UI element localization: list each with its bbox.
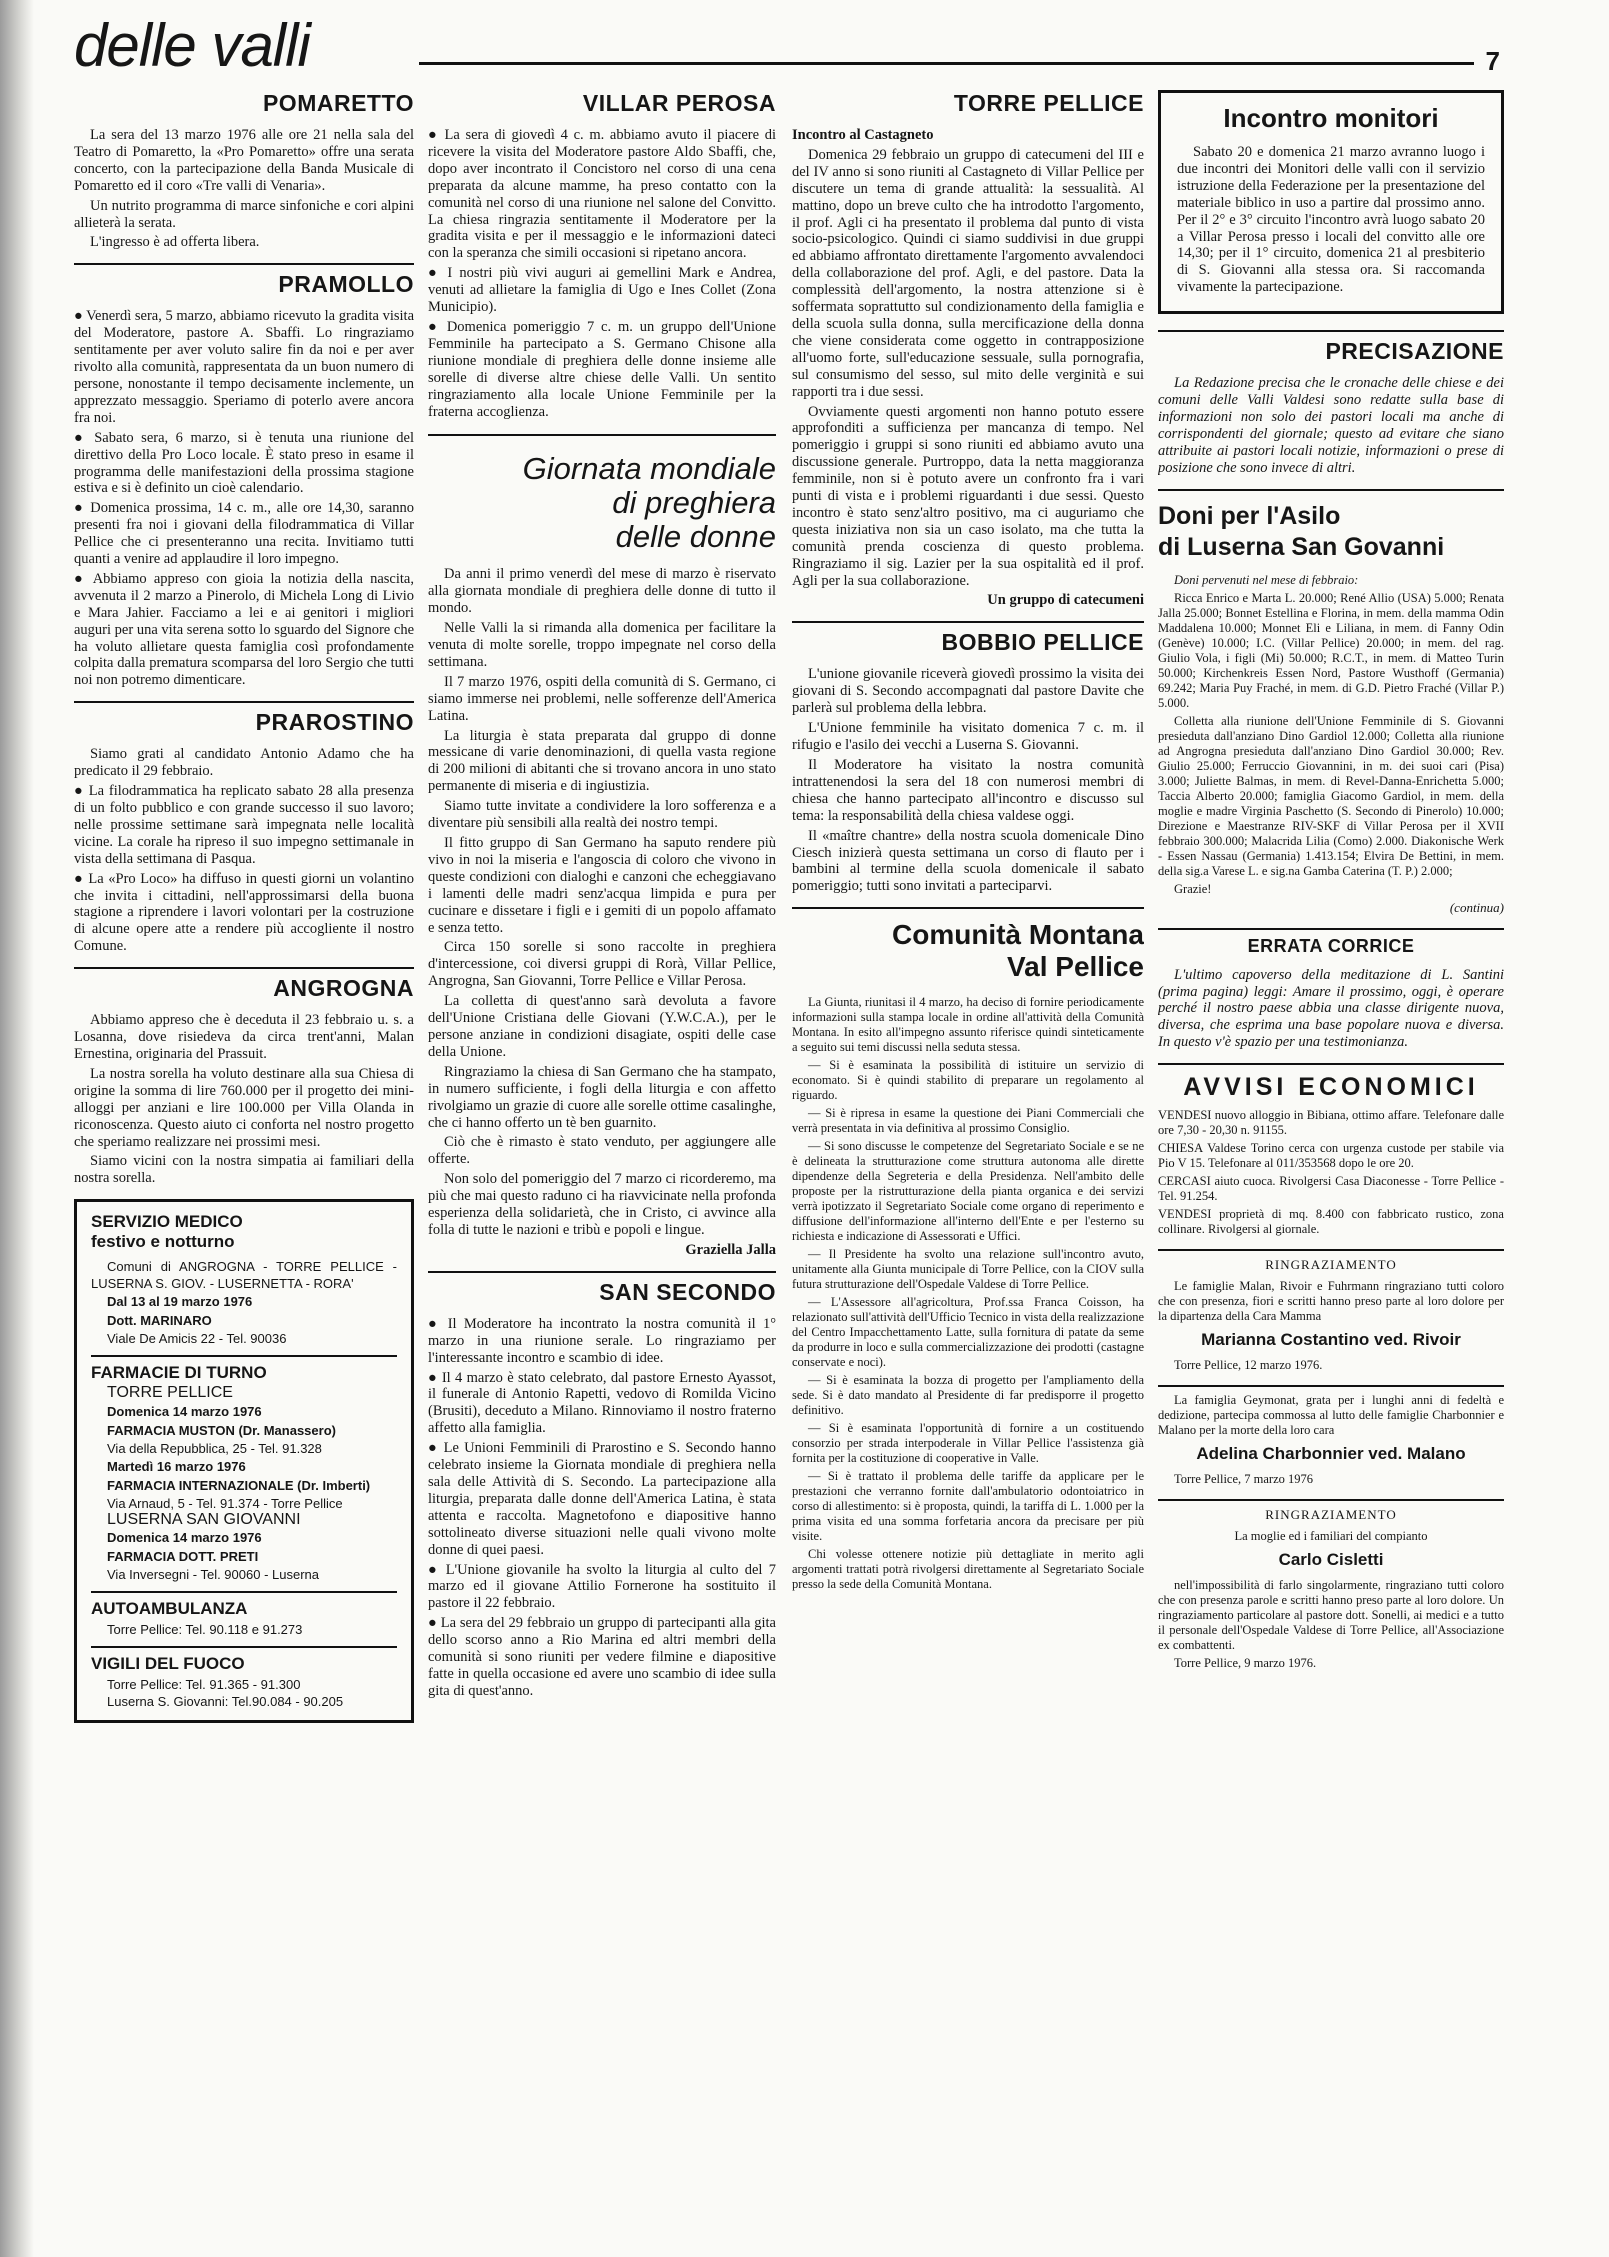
heading-ringraziamento: RINGRAZIAMENTO	[1158, 1499, 1504, 1523]
heading-san-secondo: SAN SECONDO	[428, 1271, 776, 1306]
pharmacy-name: FARMACIA INTERNAZIONALE (Dr. Imberti)	[107, 1477, 371, 1493]
paragraph: — Si sono discusse le competenze del Segretariato Sociale e se ne è delineata la strutturazione come struttura autonoma alle dirette dipendenze della Segreteria e della Presidenza. Nell'ambito delle proposte per la ristrutturazione della pianta organica e dei servizi verrà ipotizzato il Segretariato Sociale come organo di reperimento e diffusione dell'informazione all'interno dell'Ente e per l'esterno su richiesta e indicazione di Assessorati e Uffici.	[792, 1139, 1144, 1244]
continued-label: (continua)	[1449, 899, 1504, 915]
classified-ad: CERCASI aiuto cuoca. Rivolgersi Casa Diaconesse - Torre Pellice - Tel. 91.254.	[1158, 1174, 1504, 1204]
headline-line: Val Pellice	[1007, 951, 1144, 983]
firefighters-title: VIGILI DEL FUOCO	[91, 1654, 245, 1674]
article-san-secondo	[428, 1271, 776, 1700]
heading-villar-perosa: VILLAR PEROSA	[582, 90, 776, 116]
paragraph: ● La «Pro Loco» ha diffuso in questi giorni un volantino che invita i cittadini, nell'approssimarsi della buona stagione a riprendere i lavori volontari per la costruzione di alcune opere atte a rendere più accogliente il nostro Comune.	[74, 870, 414, 955]
paragraph: Colletta alla riunione dell'Unione Femminile di S. Giovanni presieduta dall'anziano Dino Gardiol 12.000; Colletta alla riunione ad Angrogna presieduta dall'anziano Dino Gardiol 30.000; Rev. Giulio 25.000; Ferruccio Giovannini, in m. dei suoi cari (Pisa) 3.000; Juliette Balmas, in mem. di Revel-Danna-Enrichetta 5.000; Taccia Alberto 20.000; famiglia Giacomo Gardiol, in mem. della moglie e madre Virginia Paschetto (S. Secondo di Pinerolo) 10.000; Direzione e Maestranze RIV-SKF di Villar Perosa per il XVII febbraio 300.000; Malacrida Lilia (Como) 2.000. Diakonische Werk - Essen Nassau (Germania) 1.413.154; Elvira De Bettini, in mem. della sig.a Varese L. e sig.na Gamba Caterina (T. P.) 2.000;	[1158, 713, 1504, 878]
paragraph: L'unione giovanile riceverà giovedì prossimo la visita dei giovani di S. Secondo accompagnati dal pastore Davite che parlerà sul problema della lebbra.	[792, 666, 1144, 717]
town-name: LUSERNA SAN GIOVANNI	[107, 1510, 301, 1528]
masthead	[74, 14, 1514, 84]
paragraph: nell'impossibilità di farlo singolarmente, ringraziano tutti coloro che con presenza parole e scritti hanno preso parte al loro dolore. Un ringraziamento particolare al pastore dott. Sonelli, ai medici e a tutto il personale dell'Ospedale Valdese di Torre Pellice, all'Associazione ex combattenti.	[1158, 1578, 1504, 1653]
article-bobbio-pellice	[792, 621, 1144, 895]
paragraph: Il fitto gruppo di San Germano ha saputo rendere più vivo in noi la miseria e l'angoscia di coloro che vivono in queste condizioni con dialoghi e canzoni che echeggiavano i lamenti delle madri senz'acqua limpida e pura per cucinare e dissetare i figli e i gemiti di un popolo affamato e senza tetto.	[428, 835, 776, 936]
place-date: Torre Pellice, 12 marzo 1976.	[1174, 1358, 1323, 1373]
date-range: Dal 13 al 19 marzo 1976	[107, 1294, 253, 1310]
heading-ringraziamento: RINGRAZIAMENTO	[1158, 1249, 1504, 1273]
paragraph: Abbiamo appreso che è deceduta il 23 febbraio u. s. a Losanna, dove risiedeva da circa trent'anni, Malan Ernestina, originaria del Prassuit.	[74, 1012, 414, 1062]
date: Martedì 16 marzo 1976	[107, 1458, 246, 1474]
paragraph: Siamo tutte invitate a condividere la loro sofferenza e a diventare più sensibili alla realtà dei nostro tempi.	[428, 798, 776, 832]
paragraph: Da anni il primo venerdì del mese di marzo è riservato alla giornata mondiale di preghiera delle donne di tutto il mondo.	[428, 566, 776, 617]
paragraph: Nelle Valli la si rimanda alla domenica per facilitare la venuta di molte sorelle, troppo impegnate nel corso della settimana.	[428, 620, 776, 670]
paragraph: ● La sera del 29 febbraio un gruppo di partecipanti alla gita dello scorso anno a Rio Marina ed altri membri della comunità si sono riuniti per vedere filmine e diapositive fatte in quella occasione ed avere uno scambio di idee sulla gita di quest'anno.	[428, 1615, 776, 1699]
paragraph: La Giunta, riunitasi il 4 marzo, ha deciso di fornire periodicamente informazioni sulla stampa locale in ordine all'attività della Comunità Montana. In esito all'impegno assunto riferisce quindi sinteticamente a seguito sui temi discussi nella seduta stessa.	[792, 995, 1144, 1055]
paragraph: — Il Presidente ha svolto una relazione sull'incontro avuto, unitamente alla Giunta municipale di Torre Pellice, con la CIOV sulla futura strutturazione dell'Ospedale Valdese di Torre Pellice.	[792, 1247, 1144, 1292]
farmacie-title: FARMACIE DI TURNO	[91, 1363, 267, 1383]
headline-line: di Luserna San Govanni	[1158, 532, 1445, 561]
ringraziamento-3	[1158, 1499, 1504, 1671]
article-giornata-mondiale	[428, 434, 776, 1258]
column-1	[74, 90, 414, 2240]
heading-bobbio-pellice: BOBBIO PELLICE	[792, 621, 1144, 656]
doctor-address: Viale De Amicis 22 - Tel. 90036	[107, 1331, 287, 1347]
heading-angrogna: ANGROGNA	[74, 967, 414, 1002]
column-2	[428, 90, 776, 2240]
heading-avvisi: AVVISI ECONOMICI	[1158, 1063, 1504, 1102]
paragraph: ● I nostri più vivi auguri ai gemellini Mark e Andrea, venuti ad allietare la famiglia di Ugo e Ines Collet (Zona Municipio).	[428, 265, 776, 316]
divider	[1158, 1385, 1504, 1387]
paragraph: — Si è esaminata l'opportunità di fornire a un costituendo consorzio per strada interpoderale in Villar Pellice l'assistenza già fornita per la costituzione di cooperative in Valle.	[792, 1421, 1144, 1466]
pharmacy-name: FARMACIA DOTT. PRETI	[107, 1549, 259, 1565]
place-date: Torre Pellice, 9 marzo 1976.	[1174, 1656, 1317, 1671]
paragraph: Non solo del pomeriggio del 7 marzo ci ricorderemo, ma più che mai questo raduno ci ha riavvicinate nella profonda esperienza della solidarietà, che in Cristo, ci avvince alla folla di tutte le nazioni e tribù e popoli e lingue.	[428, 1171, 776, 1238]
article-pramollo	[74, 263, 414, 689]
article-pomaretto	[74, 90, 414, 251]
heading-prarostino: PRAROSTINO	[74, 701, 414, 736]
comuni-list: Comuni di ANGROGNA - TORRE PELLICE - LUSERNA S. GIOV. - LUSERNETTA - RORA'	[91, 1259, 397, 1292]
paragraph: La Redazione precisa che le cronache delle chiese e dei comuni delle Valli Valdesi sono redatte sulla base di informazioni non solo dei pastori locali ma anche di corrispondenti del giornale; questo ad evitare che siano attribuite ai pastori locali notizie, informazioni o prese di posizione che sono invece di altri.	[1158, 375, 1504, 476]
paragraph: Grazie!	[1174, 881, 1212, 896]
heading-errata: ERRATA CORRICE	[1158, 928, 1504, 957]
incontro-monitori-box	[1158, 90, 1504, 314]
paragraph: Circa 150 sorelle si sono raccolte in preghiera d'intercessione, coi diversi gruppi di Rorà, Villar Pellice, Angrogna, San Giovanni, Torre Pellice e Villar Perosa.	[428, 939, 776, 990]
headline-comunita	[792, 907, 1144, 983]
classified-ad: VENDESI nuovo alloggio in Bibiana, ottimo affare. Telefonare dalle ore 7,30 - 20,30 n. 91155.	[1158, 1108, 1504, 1138]
paragraph: ● Il 4 marzo è stato celebrato, dal pastore Ernesto Ayassot, il funerale di Antonio Rapetti, vedovo di Romilda Vicino (Brusiti), deceduto a Milano. Rinnoviamo il nostro fraterno affetto alla famiglia.	[428, 1369, 776, 1437]
classified-ad: VENDESI proprietà di mq. 8.400 con fabbricato rustico, zona collinare. Rivolgersi al giornale.	[1158, 1207, 1504, 1237]
paragraph: La moglie ed i familiari del compianto	[1234, 1529, 1428, 1544]
ringraziamento-2	[1158, 1385, 1504, 1487]
article-errata-corrige	[1158, 928, 1504, 1052]
heading-precisazione: PRECISAZIONE	[1158, 330, 1504, 365]
paragraph: Le famiglie Malan, Rivoir e Fuhrmann ringraziano tutti coloro che con presenza, fiori e scritti hanno preso parte al loro dolore per la dipartenza della Cara Mamma	[1158, 1279, 1504, 1324]
paragraph: — Si è esaminata la possibilità di istituire un servizio di economato. Si è quindi stabilito di preparare un regolamento al riguardo.	[792, 1058, 1144, 1103]
box-title: SERVIZIO MEDICO	[91, 1212, 243, 1232]
paragraph: Ovviamente questi argomenti non hanno potuto essere approfonditi a sufficienza per mancanza di tempo. Nel pomeriggio i gruppi si sono riuniti ed abbiamo avuto una discussione generale. Purtroppo, data la netta maggioranza femminile, non si è potuto avere un confronto fra i vari punti di vista e i problemi riguardanti i due sessi. Questo incontro è stato senz'altro positivo, ma ci auguriamo che questa iniziativa non sia un caso isolato, ma che tutta la comunità prenda coscienza di questo problema. Ringraziamo il sig. Lazier per la sua ospitalità ed il prof. Agli per la sua collaborazione.	[792, 403, 1144, 589]
paragraph: ● Venerdì sera, 5 marzo, abbiamo ricevuto la gradita visita del Moderatore, pastore A. Sbaffi. Lo ringraziamo sentitamente per aver voluto salire fin da noi e per aver rivolto alla comunità, rappresentata da un buon numero di persone, nonostante il tempo decisamente inclemente, un apprezzato messaggio. Speriamo di poterlo avere ancora fra noi.	[74, 308, 414, 426]
article-doni-asilo	[1158, 489, 1504, 916]
signature: Un gruppo di catecumeni	[987, 592, 1144, 609]
pharmacy-address: Via Inversegni - Tel. 90060 - Luserna	[107, 1567, 319, 1583]
page-number: 7	[1485, 46, 1500, 76]
paragraph: La famiglia Geymonat, grata per i lunghi anni di fedeltà e dedizione, partecipa commossa al lutto delle famiglie Charbonnier e Malano per la morte della loro cara	[1158, 1393, 1504, 1438]
paragraph: La liturgia è stata preparata dal gruppo di donne messicane di varie denominazioni, di quella vasta regione di 200 milioni di abitanti che si trovano ancora in uno stato permanente di miseria e di ingiustizia.	[428, 727, 776, 795]
deceased-name: Adelina Charbonnier ved. Malano	[1196, 1444, 1466, 1464]
paragraph: ● Abbiamo appreso con gioia la notizia della nascita, avvenuta il 2 marzo a Pinerolo, di Michela Long di Livio e Mara Jahier. Facciamo a lei e ai genitori i migliori auguri per una vita serena sotto lo sguardo del Signore che ha voluto allietare questa famiglia così profondamente colpita dalla prematura scomparsa del loro Sergio che tutti noi non potremo dimenticare.	[74, 570, 414, 689]
section-title: delle valli	[74, 12, 310, 79]
headline-doni	[1158, 489, 1504, 563]
paragraph: Ciò che è rimasto è stato venduto, per aggiungere alle offerte.	[428, 1134, 776, 1168]
town-name: TORRE PELLICE	[107, 1384, 233, 1402]
heading-pomaretto: POMARETTO	[262, 90, 414, 116]
column-4	[1158, 90, 1504, 2240]
article-prarostino	[74, 701, 414, 955]
servizio-medico-box	[74, 1199, 414, 1723]
article-torre-pellice	[792, 90, 1144, 609]
paragraph: — Si è ripresa in esame la questione dei Piani Commerciali che verrà presentata in via definitiva al prossimo Consiglio.	[792, 1106, 1144, 1136]
paragraph: La nostra sorella ha voluto destinare alla sua Chiesa di origine la somma di lire 760.000 per il progetto dei mini-alloggi per anziani e lire 100.000 per Villa Olanda in riconoscenza. Questo aiuto ci conforta nel nostro progetto che speriamo realizzare nei prossimi mesi.	[74, 1065, 414, 1150]
firefighters-phone: Torre Pellice: Tel. 91.365 - 91.300	[107, 1677, 301, 1693]
divider	[91, 1646, 397, 1648]
paragraph: La sera del 13 marzo 1976 alle ore 21 nella sala del Teatro di Pomaretto, la «Pro Pomaretto» offre una serata concerto, con la partecipazione della Banda Musicale di Pomaretto ed il coro «Tre valli di Venaria».	[74, 127, 414, 194]
heading-pramollo: PRAMOLLO	[74, 263, 414, 298]
paragraph: ● Sabato sera, 6 marzo, si è tenuta una riunione del direttivo della Pro Loco locale. È stato preso in esame il programma delle manifestazioni della prossima stagione estiva e si è definito un cioè calendario.	[74, 429, 414, 497]
paragraph: Doni pervenuti nel mese di febbraio:	[1174, 572, 1359, 587]
paragraph: Il Moderatore ha visitato la nostra comunità intrattenendosi la sera del 18 con numerosi membri di chiesa che hanno partecipato all'incontro e discusso sul tema: la responsabilità della chiesa valdese oggi.	[792, 757, 1144, 824]
headline-line: Giornata mondiale	[522, 451, 776, 487]
divider	[91, 1355, 397, 1357]
scan-shadow	[0, 0, 34, 2257]
firefighters-phone: Luserna S. Giovanni: Tel.90.084 - 90.205	[107, 1694, 344, 1710]
classified-ad: CHIESA Valdese Torino cerca con urgenza custode per stabile via Pio V 15. Telefonare al 011/353568 dopo le ore 20.	[1158, 1141, 1504, 1171]
headline-giornata	[428, 434, 776, 554]
article-villar-perosa	[428, 90, 776, 420]
paragraph: Il «maître chantre» della nostra scuola domenicale Dino Ciesch inizierà questa settimana un corso di flauto per i bambini al termine della scuola domenicale il sabato pomeriggio; tutti sono invitati a parteciparvi.	[792, 827, 1144, 895]
headline-line: Comunità Montana	[892, 919, 1144, 951]
paragraph: ● Il Moderatore ha incontrato la nostra comunità il 1° marzo in una riunione serale. Lo ringraziamo per l'interessante incontro e scambio di idee.	[428, 1315, 776, 1366]
article-angrogna	[74, 967, 414, 1187]
article-avvisi-economici	[1158, 1063, 1504, 1237]
place-date: Torre Pellice, 7 marzo 1976	[1174, 1472, 1314, 1487]
signature: Graziella Jalla	[685, 1241, 776, 1258]
deceased-name: Carlo Cisletti	[1278, 1550, 1384, 1570]
pharmacy-name: FARMACIA MUSTON (Dr. Manassero)	[107, 1422, 336, 1438]
subheading: Incontro al Castagneto	[792, 127, 934, 143]
paragraph: Il 7 marzo 1976, ospiti della comunità di S. Germano, ci siamo immerse nei problemi, nelle sofferenze dell'America Latina.	[428, 673, 776, 724]
paragraph: ● Le Unioni Femminili di Prarostino e S. Secondo hanno celebrato insieme la Giornata mondiale di preghiera nella sala delle Attività di S. Secondo. La partecipazione alla liturgia, preparata dalle donne dell'America Latina, è stata attenta e raccolta. Magnetofono e diapositive hanno sottolineato diverse situazioni nelle quali vivono molte donne di quei paesi.	[428, 1440, 776, 1558]
paragraph: L'Unione femminile ha visitato domenica 7 c. m. il rifugio e l'asilo dei vecchi a Luserna S. Giovanni.	[792, 720, 1144, 754]
paragraph: L'ultimo capoverso della meditazione di L. Santini (prima pagina) leggi: Amare il prossimo, oggi, è operare perché il nostro paese abbia una classe dirigente nuova, diversa, che esprima una base popolare nuova e diversa. In questo v'è spazio per una testimonianza.	[1158, 966, 1504, 1051]
pharmacy-address: Via Arnaud, 5 - Tel. 91.374 - Torre Pellice	[107, 1495, 343, 1511]
paragraph: Siamo vicini con la nostra simpatia ai familiari della nostra sorella.	[74, 1153, 414, 1187]
paragraph: Domenica 29 febbraio un gruppo di catecumeni del III e del IV anno si sono riuniti al Castagneto di Villar Pellice per discutere un tema di grande attualità: la sessualità. Al mattino, dopo un breve culto che ha introdotto l'argomento, il prof. Agli ci ha presentato il problema dal punto di vista socio-psicologico. Quindi ci siamo suddivisi in due gruppi ed abbiamo affrontato direttamente l'argomento avvalendoci della collaborazione del prof. Agli, e del pastore. Data la complessità dell'argomento, la nostra attenzione si è soffermata soprattutto sul condizionamento della famiglia e della scuola sulla donna, sulla mercificazione della donna che viene considerata come oggetto in contrapposizione all'uomo forte, sull'educazione sessuale, sulla pornografia, sul consumismo del sesso, sul mito delle verginità e sui rapporti tra i due sessi.	[792, 146, 1144, 400]
paragraph: ● Domenica pomeriggio 7 c. m. un gruppo dell'Unione Femminile ha partecipato a S. Germano Chisone alla riunione mondiale di preghiera delle donne insieme alle sorelle di diverse altre chiese delle Valli. Un sentito ringraziamento alla locale Unione Femminile per la fraterna accoglienza.	[428, 318, 776, 420]
ambulance-title: AUTOAMBULANZA	[91, 1599, 248, 1619]
headline-line: di preghiera	[612, 485, 776, 521]
paragraph: La colletta di quest'anno sarà devoluta a favore dell'Unione Cristiana delle Giovani (Y.W.C.A.), per le persone anziane in condizioni disagiate, ospiti delle case della Unione.	[428, 993, 776, 1060]
pharmacy-address: Via della Repubblica, 25 - Tel. 91.328	[107, 1440, 322, 1456]
paragraph: L'ingresso è ad offerta libera.	[90, 234, 260, 251]
divider	[91, 1591, 397, 1593]
column-3	[792, 90, 1144, 2240]
headline-line: delle donne	[615, 519, 776, 555]
doctor-name: Dott. MARINARO	[107, 1313, 212, 1329]
article-comunita-montana	[792, 907, 1144, 1592]
article-precisazione	[1158, 330, 1504, 476]
ringraziamento-1	[1158, 1249, 1504, 1373]
paragraph: Ricca Enrico e Marta L. 20.000; René Allio (USA) 5.000; Renata Jalla 25.000; Bonnet Estellina e Florina, in mem. della mamma Odin Maddalena 10.000; Monnet Eli e Liliana, in mem. di Fanny Odin (Genève) 10.000; I.C. (Villar Pellice) 20.000; in mem. del rag. Giulio Vola, i figli (Mi) 50.000; R.C.T., in mem. di Matteo Turin 50.000; Kirchenkreis Essen Nord, Pastore Wusthoff (Germania) 69.242; Maria Puy Fraché, in mem. di G.D. Pietro Fraché (Villar P.) 5.000.	[1158, 590, 1504, 710]
masthead-rule	[419, 62, 1474, 65]
paragraph: — Si è esaminata la bozza di progetto per l'ampliamento della sede. Si è dato mandato al Presidente di far predisporre il progetto definitivo.	[792, 1373, 1144, 1418]
paragraph: ● La filodrammatica ha replicato sabato 28 alla presenza di un folto pubblico e con grande successo il suo lavoro; nelle prossime settimane sarà impegnata nelle località vicine. La corale ha ripreso il suo impegno settimanale in vista della settimana di Pasqua.	[74, 783, 414, 867]
paragraph: Un nutrito programma di marce sinfoniche e cori alpini allieterà la serata.	[74, 197, 414, 231]
paragraph: ● Domenica prossima, 14 c. m., alle ore 14,30, saranno presenti fra noi i giovani della filodrammatica di Villar Pellice che ci presenteranno una recita. Invitiamo tutti quanti a venire ad applaudire il loro impegno.	[74, 500, 414, 568]
date: Domenica 14 marzo 1976	[107, 1403, 262, 1419]
paragraph: Ringraziamo la chiesa di San Germano che ha stampato, in numero sufficiente, i fogli della liturgia e con affetto rivolgiamo un grazie di cuore alle sorelle ottime casalinghe, che ci hanno offerto un tè ben guarnito.	[428, 1063, 776, 1131]
paragraph: Siamo grati al candidato Antonio Adamo che ha predicato il 29 febbraio.	[74, 746, 414, 780]
box-title: Incontro monitori	[1223, 103, 1439, 133]
paragraph: ● La sera di giovedì 4 c. m. abbiamo avuto il piacere di ricevere la visita del Moderatore pastore Aldo Sbaffi, che, dopo aver incontrato il Concistoro nel corso di una cena preparata da alcune mamme, ha preso contatto con la comunità nel corso di una riunione nel salone del Convitto. La chiesa ringrazia sentitamente il Moderatore per la gradita visita e per il messaggio e le informazioni dateci con la speranza che simili occasioni si ripetano ancora.	[428, 127, 776, 262]
paragraph: — Si è trattato il problema delle tariffe da applicare per le prestazioni che verranno fornite dall'ambulatorio odontoiatrico in corso di allestimento: si è proposta, quindi, la tariffa di L. 1.000 per la prima visita ed una somma forfetaria ancora da precisare per più visite.	[792, 1469, 1144, 1544]
ambulance-phone: Torre Pellice: Tel. 90.118 e 91.273	[107, 1622, 303, 1638]
headline-line: Doni per l'Asilo	[1158, 501, 1341, 530]
deceased-name: Marianna Costantino ved. Rivoir	[1201, 1330, 1461, 1350]
paragraph: Sabato 20 e domenica 21 marzo avranno luogo i due incontri dei Monitori delle valli con il servizio istruzione della Federazione per la presentazione del materiale biblico in uso a partire dal prossimo anno. Per il 2° e 3° circuito l'incontro avrà luogo sabato 20 a Villar Perosa presso i locali del convitto alle ore 14,30; per il 1° circuito, domenica 21 al presbiterio di S. Giovanni alla stessa ora. Si raccomanda vivamente la partecipazione.	[1177, 144, 1485, 296]
date: Domenica 14 marzo 1976	[107, 1530, 262, 1546]
paragraph: Chi volesse ottenere notizie più dettagliate in merito agli argomenti trattati potrà rivolgersi direttamente al Segretariato Sociale presso la sede della Comunità Montana.	[792, 1547, 1144, 1592]
paragraph: ● L'Unione giovanile ha svolto la liturgia al culto del 7 marzo ed il giovane Attilio Fornerone ha sostituito il pastore il 22 febbraio.	[428, 1561, 776, 1612]
paragraph: — L'Assessore all'agricoltura, Prof.ssa Franca Coisson, ha relazionato sull'attività dell'Ufficio Tecnico in vista della realizzazione del Centro Impacchettamento Latte, sulla fornitura di patate da seme da produrre in loco e sulla commercializzazione dei prodotti (castagne conservate e noci).	[792, 1295, 1144, 1370]
box-subtitle: festivo e notturno	[91, 1232, 235, 1252]
heading-torre-pellice: TORRE PELLICE	[953, 90, 1144, 116]
